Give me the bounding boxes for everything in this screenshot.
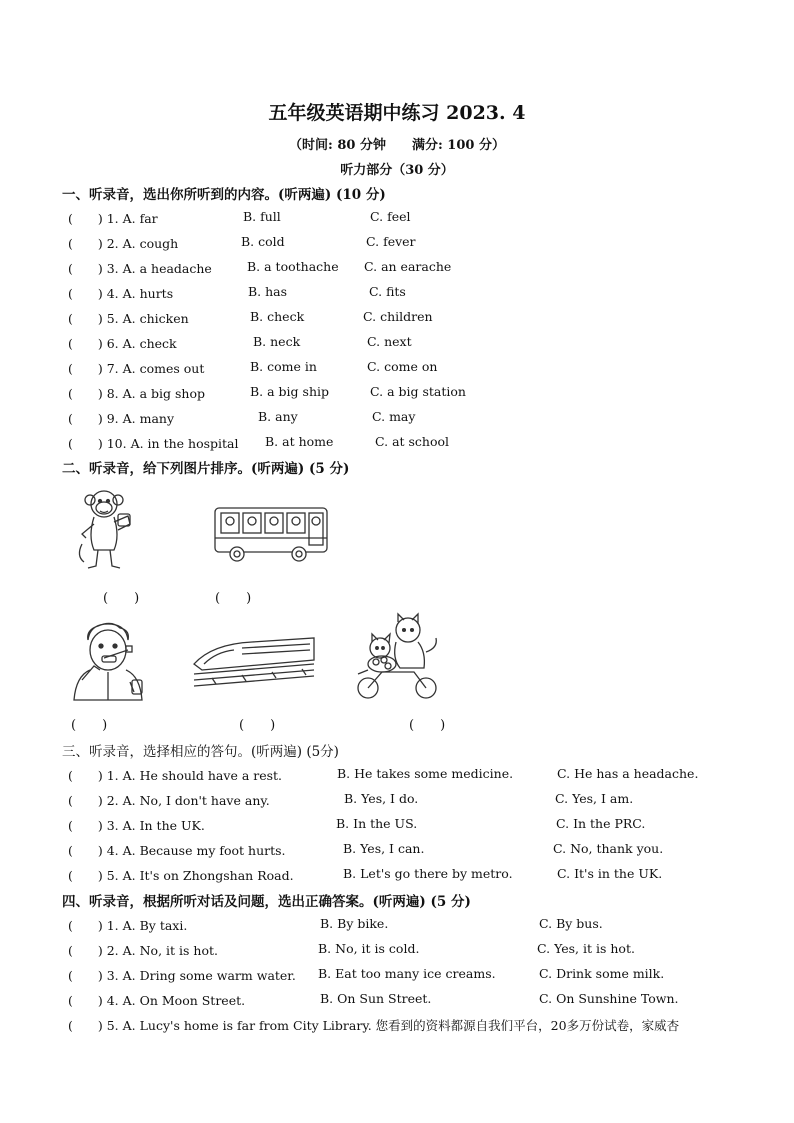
s3-q4-c: C. No, thank you. — [553, 841, 664, 856]
picture-3-answer-blank[interactable]: ( ) — [71, 718, 108, 733]
s1-q3-b: B. a toothache — [247, 259, 339, 274]
s1-q1-a: ( ) 1. A. far — [68, 211, 158, 226]
s1-q4-b: B. has — [248, 284, 288, 299]
s4-q3-c: C. Drink some milk. — [539, 966, 665, 981]
s4-q2-b: B. No, it is cold. — [318, 941, 420, 956]
s1-q10-a: ( ) 10. A. in the hospital — [68, 436, 239, 451]
s3-q2-b: B. Yes, I do. — [344, 791, 419, 806]
s1-q5-c: C. children — [363, 309, 433, 324]
s4-q3-a: ( ) 3. A. Dring some warm water. — [68, 968, 296, 983]
time-info: （时间: 80 分钟 满分: 100 分） — [289, 138, 505, 153]
s3-q1-b: B. He takes some medicine. — [337, 766, 514, 781]
s1-q7-b: B. come in — [250, 359, 317, 374]
s1-q1-b: B. full — [243, 209, 281, 224]
s1-q9-b: B. any — [258, 409, 298, 424]
s1-q3-a: ( ) 3. A. a headache — [68, 261, 212, 276]
picture-4-answer-blank[interactable]: ( ) — [239, 718, 276, 733]
s1-q9-c: C. may — [372, 409, 416, 424]
s1-q7-a: ( ) 7. A. comes out — [68, 361, 205, 376]
s4-q5-line: ( ) 5. A. Lucy's home is far from City Library. 您看到的资料都源自我们平台，20多万份试卷，家威杏 — [68, 1018, 680, 1033]
s3-q5-b: B. Let's go there by metro. — [343, 866, 513, 881]
s3-q5-a: ( ) 5. A. It's on Zhongshan Road. — [68, 868, 294, 883]
s4-q4-b: B. On Sun Street. — [320, 991, 432, 1006]
s1-q2-b: B. cold — [241, 234, 285, 249]
s1-q7-c: C. come on — [367, 359, 438, 374]
s1-q4-a: ( ) 4. A. hurts — [68, 286, 174, 301]
s1-q8-a: ( ) 8. A. a big shop — [68, 386, 205, 401]
s3-q2-c: C. Yes, I am. — [555, 791, 634, 806]
s3-q5-c: C. It's in the UK. — [557, 866, 663, 881]
s1-q10-b: B. at home — [265, 434, 334, 449]
s3-q1-c: C. He has a headache. — [557, 766, 699, 781]
s3-q3-c: C. In the PRC. — [556, 816, 646, 831]
boy-brushing-picture — [68, 620, 152, 708]
s1-q8-c: C. a big station — [370, 384, 466, 399]
s1-q3-c: C. an earache — [364, 259, 452, 274]
page-title: 五年级英语期中练习 2023. 4 — [268, 102, 526, 124]
s1-q5-b: B. check — [250, 309, 305, 324]
picture-5-answer-blank[interactable]: ( ) — [409, 718, 446, 733]
s4-q2-c: C. Yes, it is hot. — [537, 941, 635, 956]
s4-q4-c: C. On Sunshine Town. — [539, 991, 679, 1006]
section3-heading: 三、听录音，选择相应的答句。(听两遍) (5分) — [62, 744, 339, 760]
s3-q1-a: ( ) 1. A. He should have a rest. — [68, 768, 283, 783]
s1-q2-a: ( ) 2. A. cough — [68, 236, 179, 251]
s1-q2-c: C. fever — [366, 234, 416, 249]
train-picture — [192, 634, 316, 692]
s4-q1-b: B. By bike. — [320, 916, 389, 931]
section4-heading: 四、听录音，根据所听对话及问题，选出正确答案。(听两遍) (5 分) — [62, 894, 471, 910]
s1-q6-a: ( ) 6. A. check — [68, 336, 177, 351]
s4-q4-a: ( ) 4. A. On Moon Street. — [68, 993, 246, 1008]
listening-part-label: 听力部分（30 分） — [340, 163, 454, 178]
s1-q8-b: B. a big ship — [250, 384, 329, 399]
s4-q1-c: C. By bus. — [539, 916, 603, 931]
s4-q1-a: ( ) 1. A. By taxi. — [68, 918, 188, 933]
s1-q6-b: B. neck — [253, 334, 301, 349]
monkey-picture — [74, 486, 136, 574]
picture-1-answer-blank[interactable]: ( ) — [103, 591, 140, 606]
s3-q4-b: B. Yes, I can. — [343, 841, 425, 856]
s3-q3-b: B. In the US. — [336, 816, 418, 831]
s3-q4-a: ( ) 4. A. Because my foot hurts. — [68, 843, 286, 858]
s4-q2-a: ( ) 2. A. No, it is hot. — [68, 943, 218, 958]
section2-heading: 二、听录音，给下列图片排序。(听两遍) (5 分) — [62, 461, 350, 477]
s1-q6-c: C. next — [367, 334, 412, 349]
picture-2-answer-blank[interactable]: ( ) — [215, 591, 252, 606]
s1-q10-c: C. at school — [375, 434, 450, 449]
s1-q4-c: C. fits — [369, 284, 406, 299]
s4-q3-b: B. Eat too many ice creams. — [318, 966, 496, 981]
section1-heading: 一、听录音，选出你所听到的内容。(听两遍) (10 分) — [62, 187, 386, 203]
s1-q9-a: ( ) 9. A. many — [68, 411, 175, 426]
s1-q1-c: C. feel — [370, 209, 411, 224]
s3-q2-a: ( ) 2. A. No, I don't have any. — [68, 793, 270, 808]
s1-q5-a: ( ) 5. A. chicken — [68, 311, 189, 326]
bus-picture — [211, 504, 331, 566]
s3-q3-a: ( ) 3. A. In the UK. — [68, 818, 205, 833]
cats-motorbike-picture — [352, 612, 442, 704]
